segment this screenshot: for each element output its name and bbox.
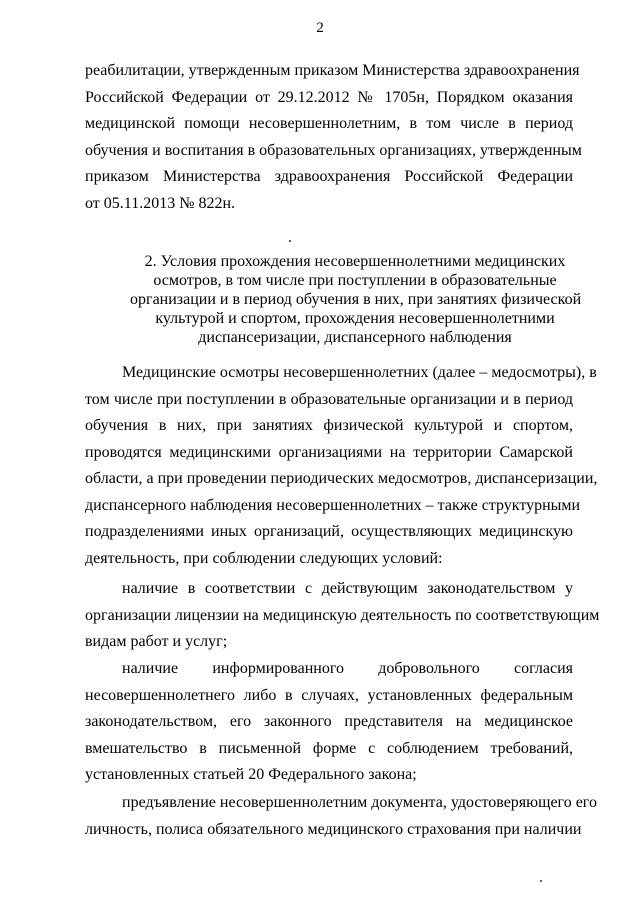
heading-line: культурой и спортом, прохождения несовершеннолетними <box>155 310 555 327</box>
condition-paragraph-1 <box>85 576 600 656</box>
condition-paragraph-2 <box>85 656 573 789</box>
text-line: наличие в соответствии с действующим законодательством у <box>122 580 573 597</box>
text-line: видам работ и услуг; <box>85 633 228 650</box>
scan-speck <box>289 240 291 242</box>
text-line: обучения в них, при занятиях физической культурой и спортом, <box>85 417 573 434</box>
text-line: подразделениями иных организаций, осуществляющих медицинскую <box>85 523 573 540</box>
scan-speck <box>540 880 542 882</box>
page-number: 2 <box>316 20 324 36</box>
heading-line: осмотров, в том числе при поступлении в образовательные <box>153 272 557 289</box>
text-line: области, а при проведении периодических медосмотров, диспансеризации, <box>85 470 598 487</box>
heading-line: организации и в период обучения в них, при занятиях физической <box>130 291 582 308</box>
text-line: диспансерного наблюдения несовершеннолетних – также структурными <box>85 496 581 514</box>
intro-paragraph <box>85 58 582 217</box>
text-line: вмешательство в письменной форме с соблюдением требований, <box>85 739 573 757</box>
text-line: установленных статьей 20 Федерального закона; <box>85 766 417 783</box>
text-line: личность, полиса обязательного медицинского страхования при наличии <box>85 820 582 838</box>
section-heading <box>130 252 580 347</box>
text-line: несовершеннолетнего либо в случаях, установленных федеральным <box>85 686 573 704</box>
text-line: Медицинские осмотры несовершеннолетних (далее – медосмотры), в <box>122 364 597 381</box>
text-line: наличие информированного добровольного согласия <box>122 660 573 677</box>
text-line: от 05.11.2013 № 822н. <box>85 194 236 212</box>
text-line: медицинской помощи несовершеннолетним, в том числе в период <box>85 115 573 132</box>
text-line: реабилитации, утвержденным приказом Министерства здравоохранения <box>85 62 580 79</box>
condition-paragraph-3 <box>85 790 597 843</box>
text-line: проводятся медицинскими организациями на территории Самарской <box>85 443 573 461</box>
text-line: приказом Министерства здравоохранения Российской Федерации <box>85 168 573 185</box>
body-paragraph <box>85 360 598 572</box>
text-line: том числе при поступлении в образовательные организации и в период <box>85 390 573 408</box>
text-line: Российской Федерации от 29.12.2012 № 1705н, Порядком оказания <box>85 88 573 106</box>
text-line: организации лицензии на медицинскую деятельность по соответствующим <box>85 606 600 624</box>
heading-line: 2. Условия прохождения несовершеннолетними медицинских <box>144 253 566 270</box>
text-line: предъявление несовершеннолетним документа, удостоверяющего его <box>122 794 597 811</box>
text-line: деятельность, при соблюдении следующих условий: <box>85 549 443 567</box>
text-line: обучения и воспитания в образовательных организациях, утвержденным <box>85 141 582 159</box>
text-line: законодательством, его законного представителя на медицинское <box>85 713 573 730</box>
heading-line: диспансеризации, диспансерного наблюдения <box>198 329 512 346</box>
